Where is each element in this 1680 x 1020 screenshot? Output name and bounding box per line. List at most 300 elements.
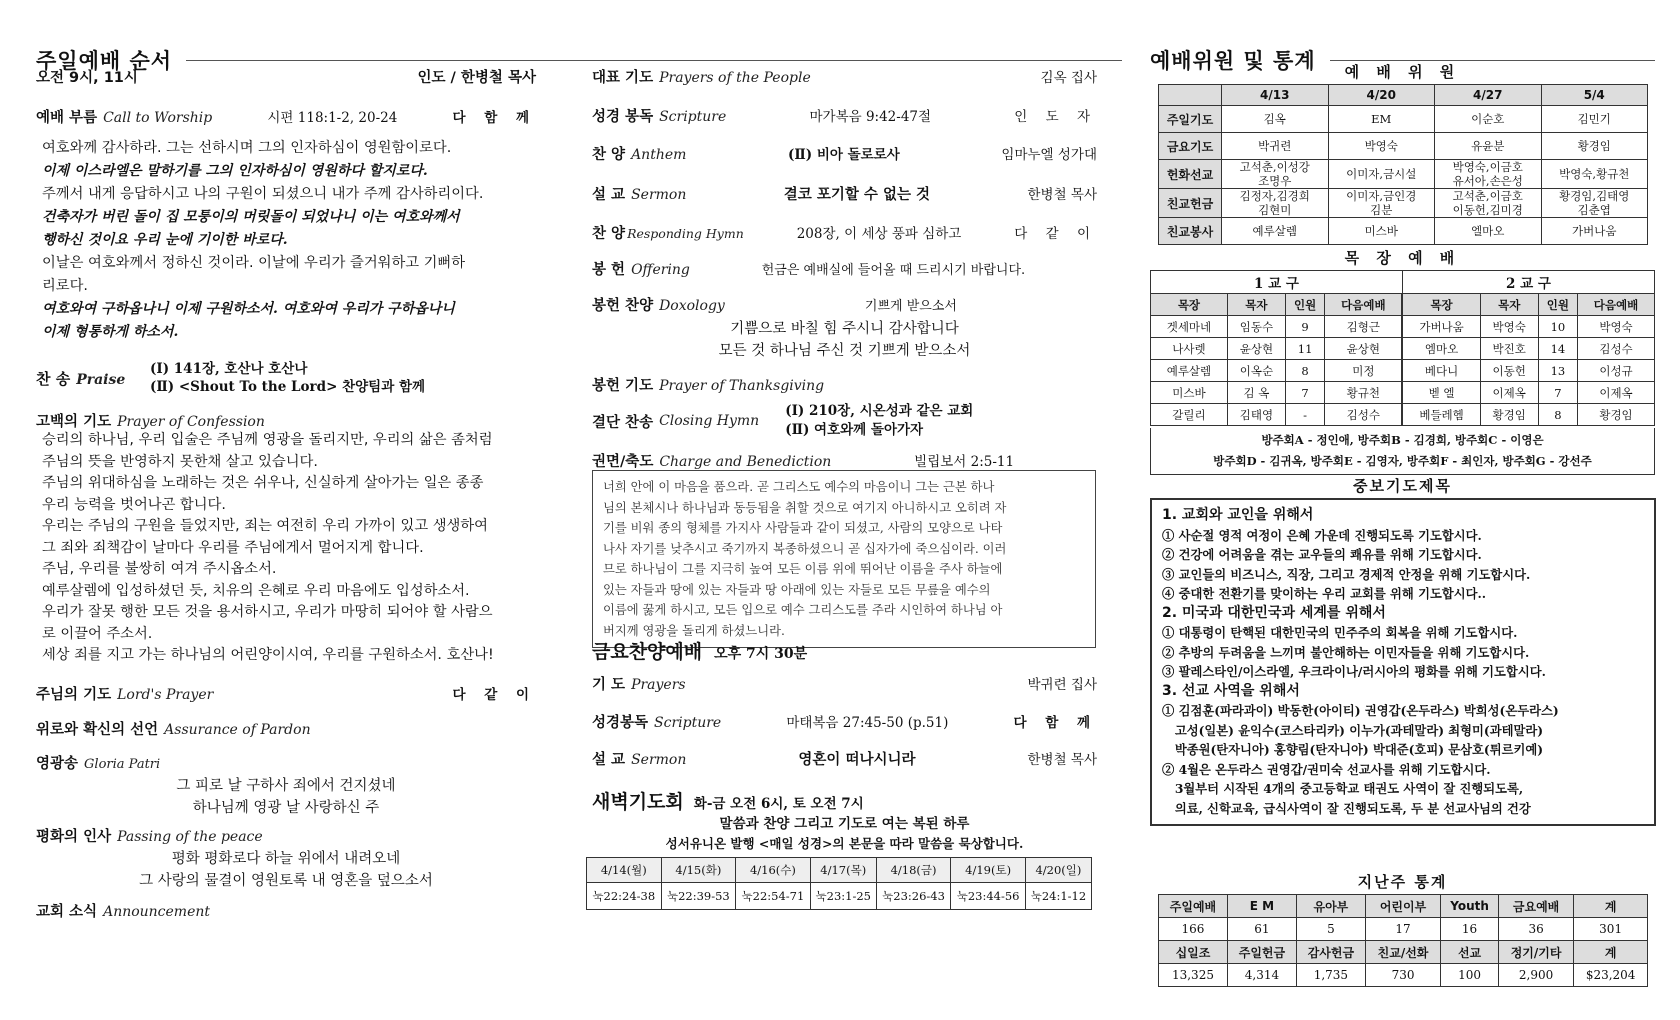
fri-scripture-label: 성경봉독 <box>592 715 649 731</box>
hymn-label: 찬 양 <box>592 226 626 242</box>
bangju-line-1: 방주회A - 정인애, 방주회B - 김경희, 방주회C - 이영은 <box>1261 433 1544 447</box>
committee-date: 4/13 <box>1222 85 1329 106</box>
pardon-row <box>36 718 536 739</box>
committee-cell: 김옥 <box>1222 106 1329 133</box>
committee-cell: 박영숙,황규천 <box>1541 160 1648 189</box>
stats-header: E M <box>1227 895 1296 918</box>
fri-prayer-label: 기 도 <box>592 677 626 693</box>
benediction-line: 기를 비워 종의 형체를 가지사 사람들과 같이 되셨고, 사람의 모양으로 나타 <box>603 521 1003 535</box>
committee-cell: 고석춘,이성강 조명우 <box>1222 160 1329 189</box>
responsive-line: 건축자가 버린 돌이 집 모퉁이의 머릿돌이 되었나니 이는 여호와께서 <box>42 209 460 225</box>
bangju-line-2: 방주회D - 김귀옥, 방주회E - 김영자, 방주회F - 최인자, 방주회G - 강선주 <box>1213 454 1592 468</box>
scripture-ref: 마가복음 9:42-47절 <box>809 109 932 125</box>
charge-ref: 빌립보서 2:5-11 <box>914 454 1015 470</box>
mokjang-table <box>1150 270 1655 426</box>
stats-header: 감사헌금 <box>1296 941 1365 964</box>
sermon-title: 결코 포기할 수 없는 것 <box>783 186 931 203</box>
fri-sermon-en: Sermon <box>631 752 687 768</box>
charge-en: Charge and Benediction <box>659 454 832 470</box>
anthem-row <box>592 143 1097 164</box>
mokjang-cell: 갈릴리 <box>1151 404 1228 426</box>
mokjang-cell: 이동헌 <box>1480 360 1538 382</box>
intercession-item: 3월부터 시작된 4개의 중고등학교 태권도 사역이 잘 진행되도록, <box>1162 781 1524 796</box>
mokjang-header: 다음예배 <box>1325 294 1403 316</box>
mokjang-group-row <box>1151 271 1655 294</box>
stats-header: 계 <box>1574 895 1648 918</box>
committee-cell: 황경임 <box>1541 133 1648 160</box>
dawn-ref-row <box>587 883 1092 910</box>
sermon-who: 한병철 목사 <box>1027 187 1097 203</box>
intercession-item: 박종원(탄자니아) 홍향림(탄자니아) 박대준(호피) 문삼호(튀르키예) <box>1162 742 1544 757</box>
committee-row <box>1159 218 1648 245</box>
mokjang-cell: 미스바 <box>1151 382 1228 404</box>
committee-date: 5/4 <box>1541 85 1648 106</box>
news-en: Announcement <box>103 904 211 920</box>
confession-line: 우리가 잘못 행한 모든 것을 용서하시고, 우리가 마땅히 되어야 할 사람으 <box>42 604 493 620</box>
mokjang-cell: 8 <box>1285 360 1324 382</box>
committee-header-row <box>1159 85 1648 106</box>
pardon-label: 위로와 확신의 선언 <box>36 722 159 738</box>
mokjang-header: 인원 <box>1285 294 1324 316</box>
intercession-heading-2: 2. 미국과 대한민국과 세계를 위해서 <box>1162 604 1386 621</box>
mokjang-cell: 베다니 <box>1402 360 1480 382</box>
people-prayer-row <box>592 66 1097 87</box>
benediction-line: 나사 자기를 낮추시고 죽기까지 복종하셨으니 곧 십자가에 죽으심이라. 이러 <box>603 541 1007 556</box>
mokjang-cell: 7 <box>1538 382 1577 404</box>
mokjang-cell: - <box>1285 404 1324 426</box>
doxology-title: 기쁘게 받으소서 <box>864 299 957 314</box>
stats-header: 주일예배 <box>1159 895 1228 918</box>
responsive-line: 이제 형통하게 하소서. <box>42 324 179 340</box>
stats-value: 166 <box>1159 918 1228 941</box>
committee-cell: 예루살렘 <box>1222 218 1329 245</box>
confession-line: 주님, 우리를 불쌍히 여겨 주시옵소서. <box>42 561 277 577</box>
doxology-row <box>592 294 1097 315</box>
mokjang-cell: 예루살렘 <box>1151 360 1228 382</box>
stats-value: 36 <box>1498 918 1573 941</box>
committee-role: 금요기도 <box>1159 133 1222 160</box>
dawn-date: 4/20(일) <box>1025 858 1091 883</box>
benediction-line: 있는 자들과 땅에 있는 자들과 땅 아래에 있는 자들로 모든 무릎을 예수의 <box>603 582 991 597</box>
dawn-ref: 눅22:24-38 <box>587 883 662 910</box>
mokjang-cell: 임동수 <box>1227 316 1285 338</box>
stats-value: 1,735 <box>1296 964 1365 987</box>
mokjang-header: 인원 <box>1538 294 1577 316</box>
peace-row <box>36 825 536 846</box>
committee-role: 주일기도 <box>1159 106 1222 133</box>
confession-line: 그 죄와 죄책감이 날마다 우리를 주님에게서 멀어지게 합니다. <box>42 539 424 556</box>
stats-value: 61 <box>1227 918 1296 941</box>
responsive-reading <box>36 137 552 344</box>
closing-line-1: (Ⅰ) 210장, 시온성과 같은 교회 <box>785 403 974 419</box>
gloria-label: 영광송 <box>36 756 79 772</box>
intercession-list-1 <box>1162 526 1644 604</box>
doxology-en: Doxology <box>659 298 725 314</box>
mokjang-cell: 박영숙 <box>1480 316 1538 338</box>
confession-en: Prayer of Confession <box>117 414 265 430</box>
stats-title: 지난주 통계 <box>1357 873 1448 891</box>
mokjang-cell: 이제옥 <box>1480 382 1538 404</box>
intercession-item: ② 추방의 두려움을 느끼며 불안해하는 이민자들을 위해 기도합시다. <box>1162 644 1530 660</box>
intercession-item: ① 대통령이 탄핵된 대한민국의 민주주의 회복을 위해 기도합시다. <box>1162 625 1518 640</box>
service-leader: 인도 / 한병철 목사 <box>417 70 536 86</box>
mokjang-cell: 황경임 <box>1480 404 1538 426</box>
lords-who: 다 같 이 <box>452 687 536 703</box>
peace-line-2: 그 사랑의 물결이 영원토록 내 영혼을 덮으소서 <box>139 873 433 889</box>
responsive-line: 이제 이스라엘은 말하기를 그의 인자하심이 영원하다 할지로다. <box>42 163 428 179</box>
mokjang-cell: 8 <box>1538 404 1577 426</box>
committee-row <box>1159 106 1648 133</box>
mokjang-row <box>1151 316 1655 338</box>
mokjang-cell: 김성수 <box>1578 338 1655 360</box>
intercession-list-3 <box>1162 701 1644 818</box>
committee-date: 4/20 <box>1328 85 1435 106</box>
praise-en: Praise <box>76 371 126 388</box>
dawn-ref: 눅23:1-25 <box>810 883 876 910</box>
committee-cell: 김민기 <box>1541 106 1648 133</box>
anthem-en: Anthem <box>631 147 687 163</box>
fri-sermon-who: 한병철 목사 <box>1027 752 1097 768</box>
mokjang-cell: 나사렛 <box>1151 338 1228 360</box>
gloria-en: Gloria Patri <box>84 757 161 772</box>
praise-line-2: (Ⅱ) <Shout To the Lord> 찬양팀과 함께 <box>150 379 426 395</box>
mokjang-cell: 김 옥 <box>1227 382 1285 404</box>
lords-en: Lord's Prayer <box>117 687 214 703</box>
news-label: 교회 소식 <box>36 904 98 920</box>
stats-header: 선교 <box>1441 941 1499 964</box>
mokjang-cell: 9 <box>1285 316 1324 338</box>
peace-line-1: 평화 평화로다 하늘 위에서 내려오네 <box>171 851 401 867</box>
dawn-date: 4/19(토) <box>951 858 1026 883</box>
gloria-line-1: 그 피로 날 구하사 죄에서 건지셨네 <box>176 778 396 794</box>
committee-cell: 김정자,김경희 김현미 <box>1222 189 1329 218</box>
intercession-item: ① 김점훈(파라과이) 박동한(아이티) 권영갑(온두라스) 박희성(온두라스) <box>1162 703 1559 718</box>
committee-cell: 박영숙,이금호 유서아,손은성 <box>1435 160 1542 189</box>
mokjang-cell: 14 <box>1538 338 1577 360</box>
sermon-label: 설 교 <box>592 187 626 203</box>
confession-line: 세상 죄를 지고 가는 하나님의 어린양이시여, 우리를 구원하소서. 호산나! <box>42 647 494 663</box>
committee-role: 헌화선교 <box>1159 160 1222 189</box>
mokjang-cell: 박영숙 <box>1578 316 1655 338</box>
stats-value: 13,325 <box>1159 964 1228 987</box>
mokjang-cell: 7 <box>1285 382 1324 404</box>
call-ref: 시편 118:1-2, 20-24 <box>267 110 398 126</box>
stats-value: $23,204 <box>1574 964 1648 987</box>
stats-header: 친교/선화 <box>1365 941 1440 964</box>
stats-value-row <box>1159 918 1648 941</box>
intercession-item: ③ 교인들의 비즈니스, 직장, 그리고 경제적 안정을 위해 기도합시다. <box>1162 566 1531 582</box>
responsive-line: 여호와께 감사하라. 그는 선하시며 그의 인자하심이 영원함이로다. <box>42 140 452 156</box>
responsive-line: 주께서 내게 응답하시고 나의 구원이 되셨으니 내가 주께 감사하리이다. <box>42 186 484 202</box>
mokjang-cell: 엠마오 <box>1402 338 1480 360</box>
fri-prayer-en: Prayers <box>631 677 686 693</box>
committee-header-title: 예배위원 및 통계 <box>1150 49 1316 73</box>
mokjang-cell: 윤상현 <box>1325 338 1403 360</box>
confession-line: 주님의 위대하심을 노래하는 것은 쉬우나, 신실하게 살아가는 일은 종종 <box>42 475 484 491</box>
stats-header: Youth <box>1441 895 1499 918</box>
fri-scripture-who: 다 함 께 <box>1013 715 1097 731</box>
thanksgiving-row <box>592 374 1097 395</box>
intercession-heading-3: 3. 선교 사역을 위해서 <box>1162 682 1300 699</box>
confession-label: 고백의 기도 <box>36 414 112 430</box>
dawn-ref: 눅23:26-43 <box>876 883 951 910</box>
dawn-title: 새벽기도회 <box>592 791 684 813</box>
committee-row <box>1159 133 1648 160</box>
anthem-title: (Ⅱ) 비아 돌로로사 <box>788 147 900 163</box>
mokjang-cell: 황경임 <box>1578 404 1655 426</box>
call-label: 예배 부름 <box>36 110 98 126</box>
mokjang-cell: 겟세마네 <box>1151 316 1228 338</box>
committee-cell: 가버나움 <box>1541 218 1648 245</box>
committee-cell: 엘마오 <box>1435 218 1542 245</box>
dawn-time: 화-금 오전 6시, 토 오전 7시 <box>693 796 864 812</box>
stats-header-row <box>1159 941 1648 964</box>
hymn-who: 다 같 이 <box>1014 226 1097 242</box>
dawn-date: 4/18(금) <box>876 858 951 883</box>
committee-row <box>1159 189 1648 218</box>
closing-line-2: (Ⅱ) 여호와께 돌아가자 <box>785 422 924 438</box>
committee-role: 친교헌금 <box>1159 189 1222 218</box>
stats-value: 100 <box>1441 964 1499 987</box>
stats-value: 17 <box>1365 918 1440 941</box>
call-who: 다 함 께 <box>452 110 536 126</box>
people-label: 대표 기도 <box>592 70 654 86</box>
stats-value: 4,314 <box>1227 964 1296 987</box>
fri-scripture-en: Scripture <box>654 715 722 731</box>
stats-table <box>1158 894 1648 987</box>
stats-value: 301 <box>1574 918 1648 941</box>
committee-cell: 고석춘,이금호 이동헌,김미경 <box>1435 189 1542 218</box>
anthem-label: 찬 양 <box>592 147 626 163</box>
intercession-item: ② 4월은 온두라스 권영갑/권미숙 선교사를 위해 기도합시다. <box>1162 761 1491 777</box>
responsive-line: 리로다. <box>42 278 88 294</box>
closing-label: 결단 찬송 <box>592 414 654 431</box>
stats-header-row <box>1159 895 1648 918</box>
closing-lines <box>785 402 973 440</box>
service-time: 오전 9시, 11시 <box>36 70 138 86</box>
worship-order-title: 주일예배 순서 <box>36 49 173 73</box>
stats-header: 금요예배 <box>1498 895 1573 918</box>
friday-prayer-row <box>592 673 1097 694</box>
thanks-en: Prayer of Thanksgiving <box>659 378 825 394</box>
gloria-row <box>36 752 536 773</box>
doxology-label: 봉헌 찬양 <box>592 298 654 314</box>
header-rule <box>186 60 1122 61</box>
mokjang-cell: 13 <box>1538 360 1577 382</box>
hymn-title: 208장, 이 세상 풍파 심하고 <box>796 226 962 242</box>
intercession-title: 중보기도제목 <box>1353 477 1452 495</box>
mokjang-row <box>1151 338 1655 360</box>
committee-cell: EM <box>1328 106 1435 133</box>
responding-hymn-row <box>592 222 1097 243</box>
responsive-line: 행하신 것이요 우리 눈에 기이한 바로다. <box>42 232 288 248</box>
committee-role: 친교봉사 <box>1159 218 1222 245</box>
stats-header: 계 <box>1574 941 1648 964</box>
peace-label: 평화의 인사 <box>36 829 112 845</box>
doxology-line-2: 모든 것 하나님 주신 것 기쁘게 받으소서 <box>718 343 971 359</box>
praise-label: 찬 송 <box>36 369 71 388</box>
gloria-lines <box>36 775 536 819</box>
hymn-en: Responding Hymn <box>627 226 744 241</box>
intercession-list-2 <box>1162 623 1644 682</box>
confession-line: 우리 능력을 벗어나곤 합니다. <box>42 496 226 513</box>
anthem-who: 임마누엘 성가대 <box>1001 147 1097 163</box>
sermon-row <box>592 183 1097 204</box>
dawn-date: 4/14(월) <box>587 858 662 883</box>
mokjang-cell: 벧 엘 <box>1402 382 1480 404</box>
responsive-line: 이날은 여호와께서 정하신 것이라. 이날에 우리가 즐거워하고 기뻐하 <box>42 255 466 271</box>
mokjang-row <box>1151 404 1655 426</box>
committee-cell: 이순호 <box>1435 106 1542 133</box>
intercession-item: ④ 중대한 전환기를 맞이하는 우리 교회를 위해 기도합시다.. <box>1162 586 1487 601</box>
stats-header: 유아부 <box>1296 895 1365 918</box>
benediction-line: 버지께 영광을 돌리게 하셨느니라. <box>603 623 785 638</box>
mokjang-cell: 김태영 <box>1227 404 1285 426</box>
committee-cell: 이미자,금시설 <box>1328 160 1435 189</box>
dawn-ref: 눅23:44-56 <box>951 883 1026 910</box>
mokjang-header: 목장 <box>1151 294 1228 316</box>
confession-row <box>36 410 536 431</box>
scripture-row <box>592 105 1097 126</box>
friday-scripture-row <box>592 711 1097 732</box>
mokjang-cell: 가버나움 <box>1402 316 1480 338</box>
confession-line: 주님의 뜻을 반영하지 못한채 살고 있습니다. <box>42 453 318 470</box>
intercession-box <box>1150 498 1656 826</box>
closing-hymn-row <box>592 402 1097 440</box>
stats-value: 730 <box>1365 964 1440 987</box>
friday-sermon-row <box>592 748 1097 769</box>
pardon-en: Assurance of Pardon <box>164 722 311 738</box>
intercession-item: 의료, 신학교육, 급식사역이 잘 진행되도록, 두 분 선교사님의 건강 <box>1162 800 1531 816</box>
confession-line: 우리는 주님의 구원을 들었지만, 죄는 여전히 우리 가까이 있고 생생하여 <box>42 518 488 534</box>
dawn-date-row <box>587 858 1092 883</box>
offering-row <box>592 258 1097 279</box>
mokjang-cell: 박진호 <box>1480 338 1538 360</box>
confession-line: 예루살렘에 입성하셨던 듯, 치유의 은혜로 우리 마음에도 입성하소서. <box>42 582 470 599</box>
committee-table <box>1158 84 1648 245</box>
doxology-line-1: 기쁨으로 바칠 힘 주시니 감사합니다 <box>730 321 959 337</box>
stats-header: 십일조 <box>1159 941 1228 964</box>
intercession-item: 고성(일본) 윤익수(코스타리카) 이누가(과테말라) 최형미(과테말라) <box>1162 722 1544 738</box>
call-en: Call to Worship <box>103 110 213 126</box>
mokjang-cell: 김형근 <box>1325 316 1403 338</box>
committee-cell: 박귀련 <box>1222 133 1329 160</box>
scripture-who: 인 도 자 <box>1014 109 1097 125</box>
dawn-date: 4/16(수) <box>736 858 811 883</box>
doxology-lines <box>592 318 1097 362</box>
people-who: 김옥 집사 <box>1040 70 1097 86</box>
committee-cell: 미스바 <box>1328 218 1435 245</box>
intercession-heading-1: 1. 교회와 교인을 위해서 <box>1162 507 1314 523</box>
thanks-label: 봉헌 기도 <box>592 378 654 394</box>
stats-header: 주일헌금 <box>1227 941 1296 964</box>
mokjang-cell: 이옥순 <box>1227 360 1285 382</box>
committee-date: 4/27 <box>1435 85 1542 106</box>
stats-value: 16 <box>1441 918 1499 941</box>
stats-value: 2,900 <box>1498 964 1573 987</box>
charge-row <box>592 450 1097 471</box>
mokjang-row <box>1151 360 1655 382</box>
dawn-ref: 눅22:54-71 <box>736 883 811 910</box>
friday-title: 금요찬양예배 <box>592 641 703 663</box>
mokjang-title: 목 장 예 배 <box>1344 249 1461 267</box>
benediction-line: 이름에 꿇게 하시고, 모든 입으로 예수 그리스도를 주라 시인하여 하나님 아 <box>603 603 1003 617</box>
offering-note: 헌금은 예배실에 들어올 때 드리시기 바랍니다. <box>761 263 1026 278</box>
mokjang-header: 목자 <box>1227 294 1285 316</box>
confession-line: 승리의 하나님, 우리 입술은 주님께 영광을 돌리지만, 우리의 삶은 좀처럼 <box>42 432 493 448</box>
dawn-ref: 눅24:1-12 <box>1025 883 1091 910</box>
fri-sermon-label: 설 교 <box>592 752 626 768</box>
committee-cell: 이미자,금인경 김분 <box>1328 189 1435 218</box>
dawn-date: 4/17(목) <box>810 858 876 883</box>
lords-prayer-row <box>36 683 536 704</box>
stats-value: 5 <box>1296 918 1365 941</box>
benediction-line: 님의 본체시나 하나님과 동등됨을 취할 것으로 여기지 아니하시고 오히려 자 <box>603 500 1007 515</box>
dawn-reading-table <box>586 857 1092 910</box>
praise-block <box>36 360 536 396</box>
committee-cell: 황경임,김태영 김춘엽 <box>1541 189 1648 218</box>
intercession-item: ③ 팔레스타인/이스라엘, 우크라이나/러시아의 평화를 위해 기도합시다. <box>1162 664 1546 679</box>
committee-corner <box>1159 85 1222 106</box>
mokjang-cell: 황규천 <box>1325 382 1403 404</box>
responsive-line: 여호와여 구하옵나니 이제 구원하소서. 여호와여 우리가 구하옵나니 <box>42 301 455 317</box>
intercession-item: ② 건강에 어려움을 겪는 교우들의 쾌유를 위해 기도합시다. <box>1162 547 1482 562</box>
mokjang-header: 목장 <box>1402 294 1480 316</box>
mokjang-cell: 윤상현 <box>1227 338 1285 360</box>
mokjang-header: 다음예배 <box>1578 294 1655 316</box>
bangju-groups <box>1150 428 1655 475</box>
mokjang-group-1: 1 교 구 <box>1151 271 1403 294</box>
committee-cell: 박영숙 <box>1328 133 1435 160</box>
praise-label-wrap <box>36 368 140 389</box>
dawn-date: 4/15(화) <box>661 858 736 883</box>
mokjang-cell: 김성수 <box>1325 404 1403 426</box>
fri-prayer-who: 박귀련 집사 <box>1027 677 1097 693</box>
friday-service-header <box>592 637 1097 664</box>
committee-title: 예 배 위 원 <box>1344 63 1461 81</box>
announcement-row <box>36 900 536 921</box>
confession-line: 로 이끌어 주소서. <box>42 625 153 642</box>
mokjang-cell: 이성규 <box>1578 360 1655 382</box>
offering-en: Offering <box>631 262 690 278</box>
benediction-line: 므로 하나님이 그를 지극히 높여 모든 이름 위에 뛰어난 이름을 주사 하늘에 <box>603 562 1003 576</box>
service-time-row <box>36 66 536 87</box>
mokjang-cell: 미정 <box>1325 360 1403 382</box>
praise-lines <box>150 360 425 396</box>
dawn-line-1: 말씀과 찬양 그리고 기도로 여는 복된 하루 <box>719 816 970 832</box>
mokjang-header: 목자 <box>1480 294 1538 316</box>
dawn-line-2: 성서유니온 발행 <매일 성경>의 본문을 따라 말씀을 묵상합니다. <box>665 836 1024 851</box>
praise-line-1: (Ⅰ) 141장, 호산나 호산나 <box>150 361 308 377</box>
call-to-worship-row <box>36 106 536 127</box>
committee-row <box>1159 160 1648 189</box>
stats-value-row <box>1159 964 1648 987</box>
fri-sermon-title: 영혼이 떠나시니라 <box>798 751 916 768</box>
peace-lines <box>36 848 536 892</box>
scripture-en: Scripture <box>659 109 727 125</box>
benediction-line: 너희 안에 이 마음을 품으라. 곧 그리스도 예수의 마음이니 그는 근본 하나 <box>603 480 995 494</box>
closing-en: Closing Hymn <box>659 413 760 429</box>
dawn-prayer-header <box>592 787 1097 814</box>
fri-scripture-ref: 마태복음 27:45-50 (p.51) <box>786 715 949 731</box>
dawn-lines <box>592 815 1097 853</box>
lords-label: 주님의 기도 <box>36 687 112 703</box>
committee-cell: 유윤분 <box>1435 133 1542 160</box>
mokjang-row <box>1151 382 1655 404</box>
offering-label: 봉 헌 <box>592 262 626 278</box>
stats-header: 어린이부 <box>1365 895 1440 918</box>
dawn-ref: 눅22:39-53 <box>661 883 736 910</box>
